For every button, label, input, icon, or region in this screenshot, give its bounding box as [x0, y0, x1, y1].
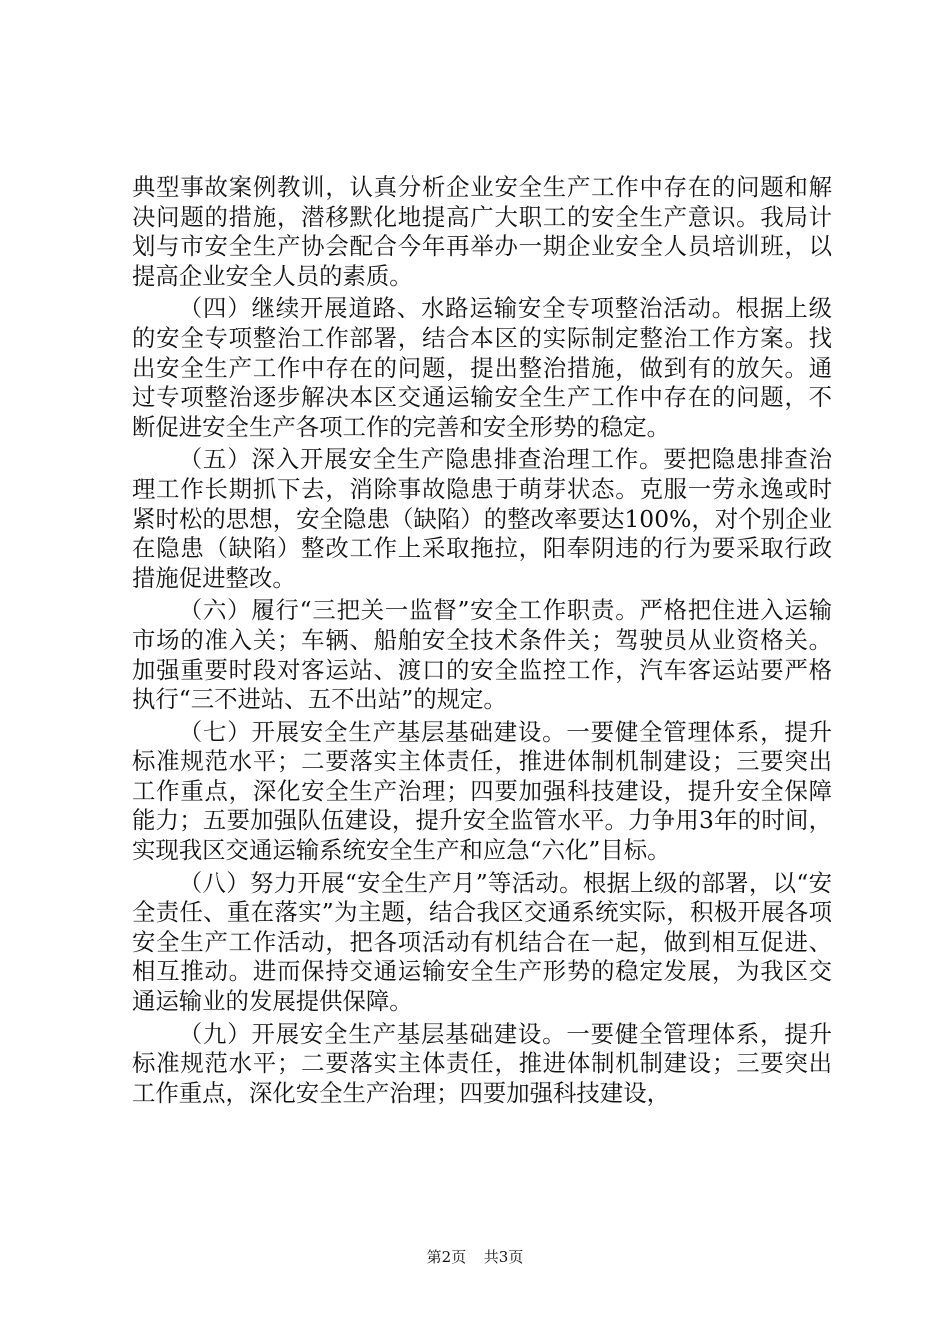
paragraph-continuation: 典型事故案例教训，认真分析企业安全生产工作中存在的问题和解决问题的措施，潜移默化地提高广大职工的安全生产意识。我局计划与市安全生产协会配合今年再举办一期企业安全人员培训班，以提高企业安全人员的素质。 — [132, 173, 832, 290]
page-footer — [0, 1246, 950, 1267]
paragraph-item-9: （九）开展安全生产基层基础建设。一要健全管理体系，提升标准规范水平；二要落实主体责任，推进体制机制建设；三要突出工作重点，深化安全生产治理；四要加强科技建设， — [132, 1019, 832, 1107]
paragraph-item-6: （六）履行“三把关一监督”安全工作职责。严格把住进入运输市场的准入关；车辆、船舶安全技术条件关；驾驶员从业资格关。加强重要时段对客运站、渡口的安全监控工作，汽车客运站要严格执行“三不进站、五不出站”的规定。 — [132, 596, 832, 714]
page-number-total: 共3页 — [483, 1248, 524, 1266]
page-number-current: 第2页 — [426, 1248, 467, 1266]
paragraph-item-8: （八）努力开展“安全生产月”等活动。根据上级的部署，以“安全责任、重在落实”为主题，结合我区交通系统实际，积极开展各项安全生产工作活动，把各项活动有机结合在一起，做到相互促进、相互推动。进而保持交通运输安全生产形势的稳定发展，为我区交通运输业的发展提供保障。 — [132, 868, 832, 1016]
document-body — [132, 173, 832, 1111]
paragraph-item-4: （四）继续开展道路、水路运输安全专项整治活动。根据上级的安全专项整治工作部署，结合本区的实际制定整治工作方案。找出安全生产工作中存在的问题，提出整治措施，做到有的放矢。通过专项整治逐步解决本区交通运输安全生产工作中存在的问题，不断促进安全生产各项工作的完善和安全形势的稳定。 — [132, 294, 832, 441]
paragraph-item-7: （七）开展安全生产基层基础建设。一要健全管理体系，提升标准规范水平；二要落实主体责任，推进体制机制建设；三要突出工作重点，深化安全生产治理；四要加强科技建设，提升安全保障能力；五要加强队伍建设，提升安全监管水平。力争用3年的时间，实现我区交通运输系统安全生产和应急“六化”目标。 — [132, 717, 832, 865]
paragraph-item-5: （五）深入开展安全生产隐患排查治理工作。要把隐患排查治理工作长期抓下去，消除事故隐患于萌芽状态。克服一劳永逸或时紧时松的思想，安全隐患（缺陷）的整改率要达100%，对个别企业在隐患（缺陷）整改工作上采取拖拉，阳奉阴违的行为要采取行政措施促进整改。 — [132, 445, 832, 592]
